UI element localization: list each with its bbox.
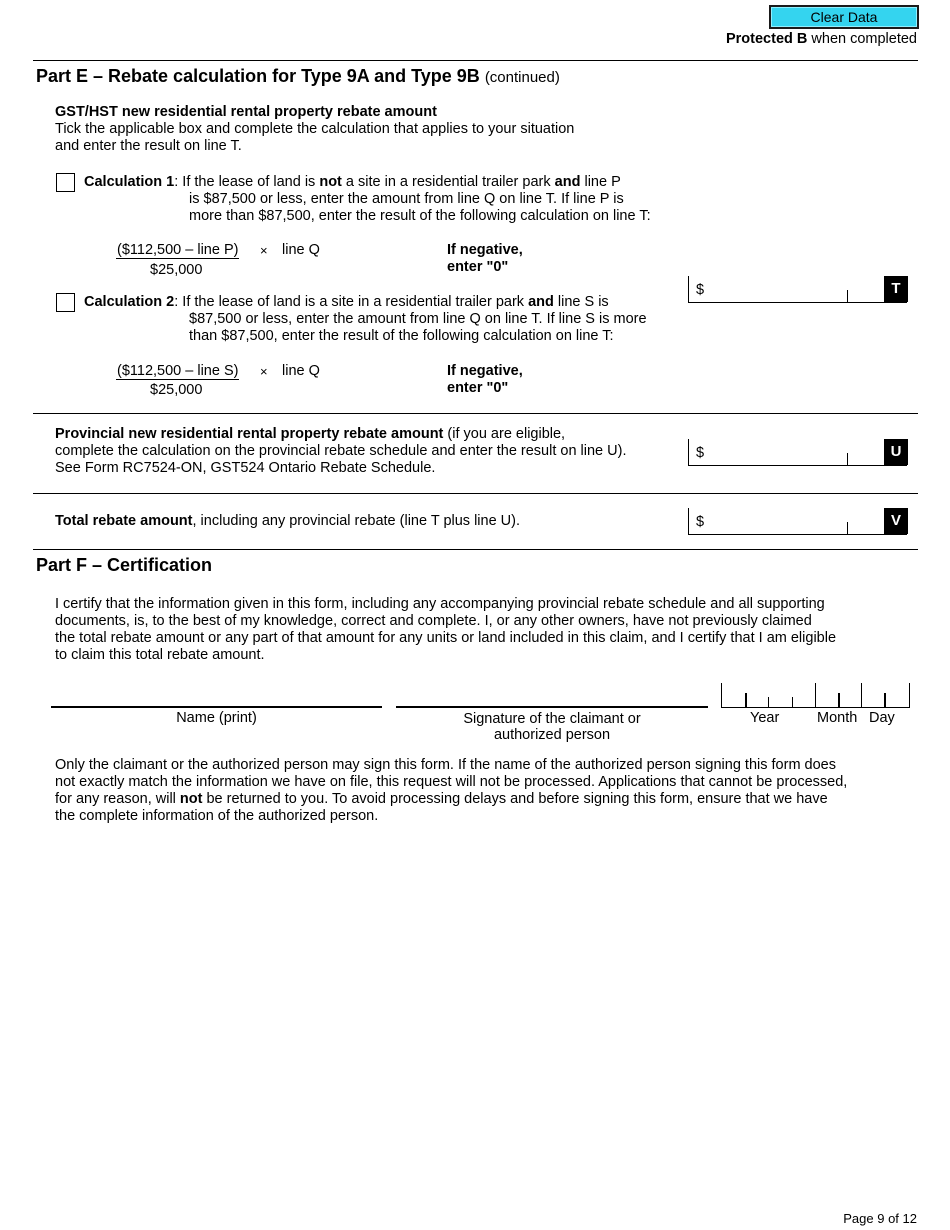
calculation-2-text-line-2: $87,500 or less, enter the amount from line Q on line T. If line S is more <box>189 311 647 327</box>
divider <box>33 413 918 414</box>
gst-rebate-heading: GST/HST new residential rental property rebate amount <box>55 104 437 120</box>
clear-data-button[interactable]: Clear Data <box>769 5 919 29</box>
calculation-2-enter-zero-note: enter "0" <box>447 380 509 396</box>
calculation-1-text-line-2: is $87,500 or less, enter the amount from line Q on line T. If line P is <box>189 191 624 207</box>
authorization-note-line-1: Only the claimant or the authorized person may sign this form. If the name of the authorized person signing this form does <box>55 757 836 773</box>
calculation-2-denominator: $25,000 <box>150 382 203 398</box>
calculation-2-numerator: ($112,500 – line S) <box>117 363 239 379</box>
calculation-1-line-q: line Q <box>282 242 320 258</box>
calculation-1-negative-note: If negative, <box>447 242 523 258</box>
protected-b-notice: Protected B when completed <box>725 31 917 47</box>
month-tick <box>838 693 840 707</box>
gst-instruction-line-1: Tick the applicable box and complete the calculation that applies to your situation <box>55 121 575 137</box>
day-tick <box>884 693 886 707</box>
provincial-rebate-line-1: Provincial new residential rental property rebate amount (if you are eligible, <box>55 426 566 442</box>
calculation-2-checkbox[interactable] <box>56 293 75 312</box>
provincial-rebate-line-3: See Form RC7524-ON, GST524 Ontario Rebate Schedule. <box>55 460 436 476</box>
multiply-sign: × <box>260 364 268 379</box>
cents-separator <box>847 522 848 534</box>
certification-line-4: to claim this total rebate amount. <box>55 647 265 663</box>
multiply-sign: × <box>260 243 268 258</box>
line-v-amount-field[interactable] <box>688 508 907 535</box>
month-label: Month <box>817 710 858 726</box>
cents-separator <box>847 290 848 302</box>
gst-instruction-line-2: and enter the result on line T. <box>55 138 242 154</box>
calculation-1-text-line-1: Calculation 1: If the lease of land is not a site in a residential trailer park and line P <box>84 174 621 190</box>
line-t-badge: T <box>884 276 908 302</box>
year-tick <box>792 697 793 707</box>
year-label: Year <box>750 710 780 726</box>
name-print-label: Name (print) <box>176 710 257 726</box>
calculation-2-text-line-3: than $87,500, enter the result of the following calculation on line T: <box>189 328 614 344</box>
authorization-note-line-3: for any reason, will not be returned to you. To avoid processing delays and before signing this form, ensure that we have <box>55 791 828 807</box>
day-label: Day <box>869 710 895 726</box>
divider <box>33 60 918 61</box>
calculation-2-line-q: line Q <box>282 363 320 379</box>
year-tick <box>745 693 747 707</box>
signature-label-line-2: authorized person <box>493 727 611 743</box>
line-u-amount-field[interactable] <box>688 439 907 466</box>
calculation-1-numerator: ($112,500 – line P) <box>117 242 239 258</box>
signature-label-line-1: Signature of the claimant or <box>463 711 641 727</box>
dollar-sign: $ <box>696 514 705 530</box>
provincial-rebate-line-2: complete the calculation on the provincial rebate schedule and enter the result on line U). <box>55 443 627 459</box>
authorization-note-line-2: not exactly match the information we have on file, this request will not be processed. Applications that cannot be processed, <box>55 774 848 790</box>
signature-field[interactable] <box>396 706 708 708</box>
month-separator <box>815 683 816 707</box>
authorization-note-line-4: the complete information of the authorized person. <box>55 808 379 824</box>
part-f-title: Part F – Certification <box>36 555 213 575</box>
calculation-1-denominator: $25,000 <box>150 262 203 278</box>
cents-separator <box>847 453 848 465</box>
calculation-1-text-line-3: more than $87,500, enter the result of the following calculation on line T: <box>189 208 651 224</box>
year-tick <box>768 697 769 707</box>
line-u-badge: U <box>884 439 908 465</box>
name-print-field[interactable] <box>51 706 382 708</box>
line-t-amount-field[interactable] <box>688 276 907 303</box>
part-e-title: Part E – Rebate calculation for Type 9A and Type 9B (continued) <box>36 66 560 86</box>
certification-line-3: the total rebate amount or any part of that amount for any units or land included in this claim, and I certify that I am eligible <box>55 630 837 646</box>
divider <box>33 549 918 550</box>
dollar-sign: $ <box>696 445 705 461</box>
page-number: Page 9 of 12 <box>843 1211 917 1226</box>
calculation-1-enter-zero-note: enter "0" <box>447 259 509 275</box>
line-v-badge: V <box>884 508 908 534</box>
total-rebate-text: Total rebate amount, including any provincial rebate (line T plus line U). <box>55 513 520 529</box>
divider <box>33 493 918 494</box>
date-field[interactable] <box>721 683 910 708</box>
calculation-1-checkbox[interactable] <box>56 173 75 192</box>
calculation-2-negative-note: If negative, <box>447 363 523 379</box>
certification-line-1: I certify that the information given in this form, including any accompanying provincial rebate schedule and all supporting <box>55 596 825 612</box>
certification-line-2: documents, is, to the best of my knowledge, correct and complete. I, or any other owners, have not previously claimed <box>55 613 812 629</box>
calculation-2-text-line-1: Calculation 2: If the lease of land is a site in a residential trailer park and line S is <box>84 294 609 310</box>
dollar-sign: $ <box>696 282 705 298</box>
day-separator <box>861 683 862 707</box>
